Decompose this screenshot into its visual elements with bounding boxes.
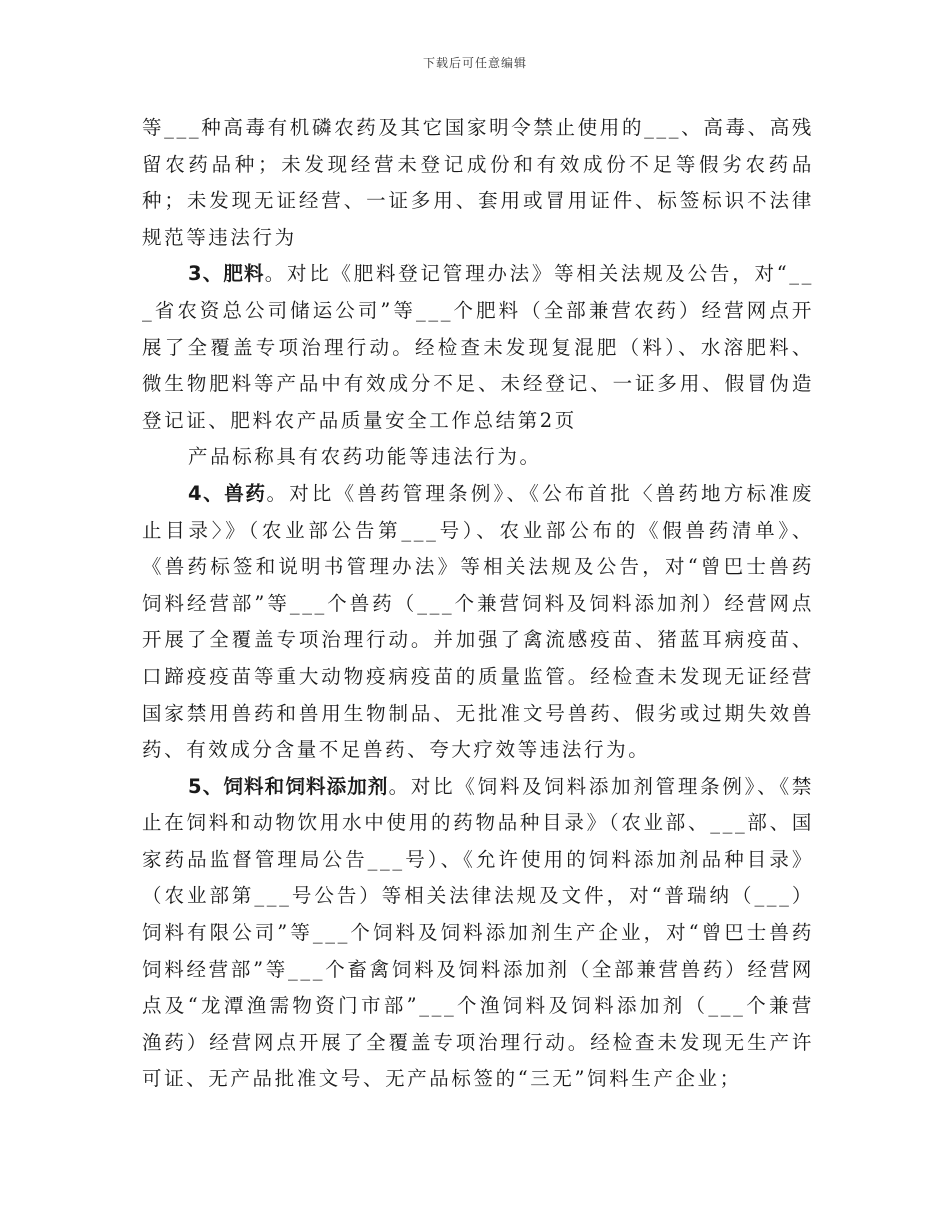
document-body <box>142 110 814 1098</box>
paragraph-fertilizer <box>142 256 814 439</box>
page-header: 下载后可任意编辑 <box>422 56 527 70</box>
paragraph-continuation <box>142 110 814 256</box>
paragraph-text: 。对比《肥料登记管理办法》等相关法规及公告，对“___省农资总公司储运公司”等___个肥料（全部兼营农药）经营网点开展了全覆盖专项治理行动。经检查未发现复混肥（料）、水溶肥料、微生物肥料等产品中有效成分不足、未经登记、一证多用、假冒伪造登记证、肥料农产品质量安全工作总结第2页 <box>142 262 814 432</box>
paragraph-text: 等___种高毒有机磷农药及其它国家明令禁止使用的___、高毒、高残留农药品种；未发现经营未登记成份和有效成份不足等假劣农药品种；未发现无证经营、一证多用、套用或冒用证件、标签标识不法律规范等违法行为 <box>142 116 814 249</box>
section-heading-fertilizer: 3、肥料 <box>188 262 265 286</box>
section-heading-feed-additives: 5、饲料和饲料添加剂 <box>188 774 389 798</box>
paragraph-text: 产品标称具有农药功能等违法行为。 <box>188 445 542 469</box>
paragraph-feed-additives <box>142 769 814 1098</box>
paragraph-fertilizer-tail <box>142 439 814 476</box>
section-heading-veterinary-drugs: 4、兽药 <box>188 481 267 505</box>
paragraph-veterinary-drugs <box>142 476 814 769</box>
paragraph-text: 。对比《饲料及饲料添加剂管理条例》、《禁止在饲料和动物饮用水中使用的药物品种目录》（农业部、___部、国家药品监督管理局公告___号）、《允许使用的饲料添加剂品种目录》（农业部第___号公告）等相关法律法规及文件，对“普瑞纳（___）饲料有限公司”等___个饲料及饲料添加剂生产企业，对“曾巴士兽药饲料经营部”等___个畜禽饲料及饲料添加剂（全部兼营兽药）经营网点及“龙潭渔需物资门市部”___个渔饲料及饲料添加剂（___个兼营渔药）经营网点开展了全覆盖专项治理行动。经检查未发现无生产许可证、无产品批准文号、无产品标签的“三无”饲料生产企业； <box>142 774 814 1091</box>
paragraph-text: 。对比《兽药管理条例》、《公布首批〈兽药地方标准废止目录〉》（农业部公告第___号）、农业部公布的《假兽药清单》、《兽药标签和说明书管理办法》等相关法规及公告，对“曾巴士兽药饲料经营部”等___个兽药（___个兼营饲料及饲料添加剂）经营网点开展了全覆盖专项治理行动。并加强了禽流感疫苗、猪蓝耳病疫苗、口蹄疫疫苗等重大动物疫病疫苗的质量监管。经检查未发现无证经营国家禁用兽药和兽用生物制品、无批准文号兽药、假劣或过期失效兽药、有效成分含量不足兽药、夸大疗效等违法行为。 <box>142 481 814 762</box>
